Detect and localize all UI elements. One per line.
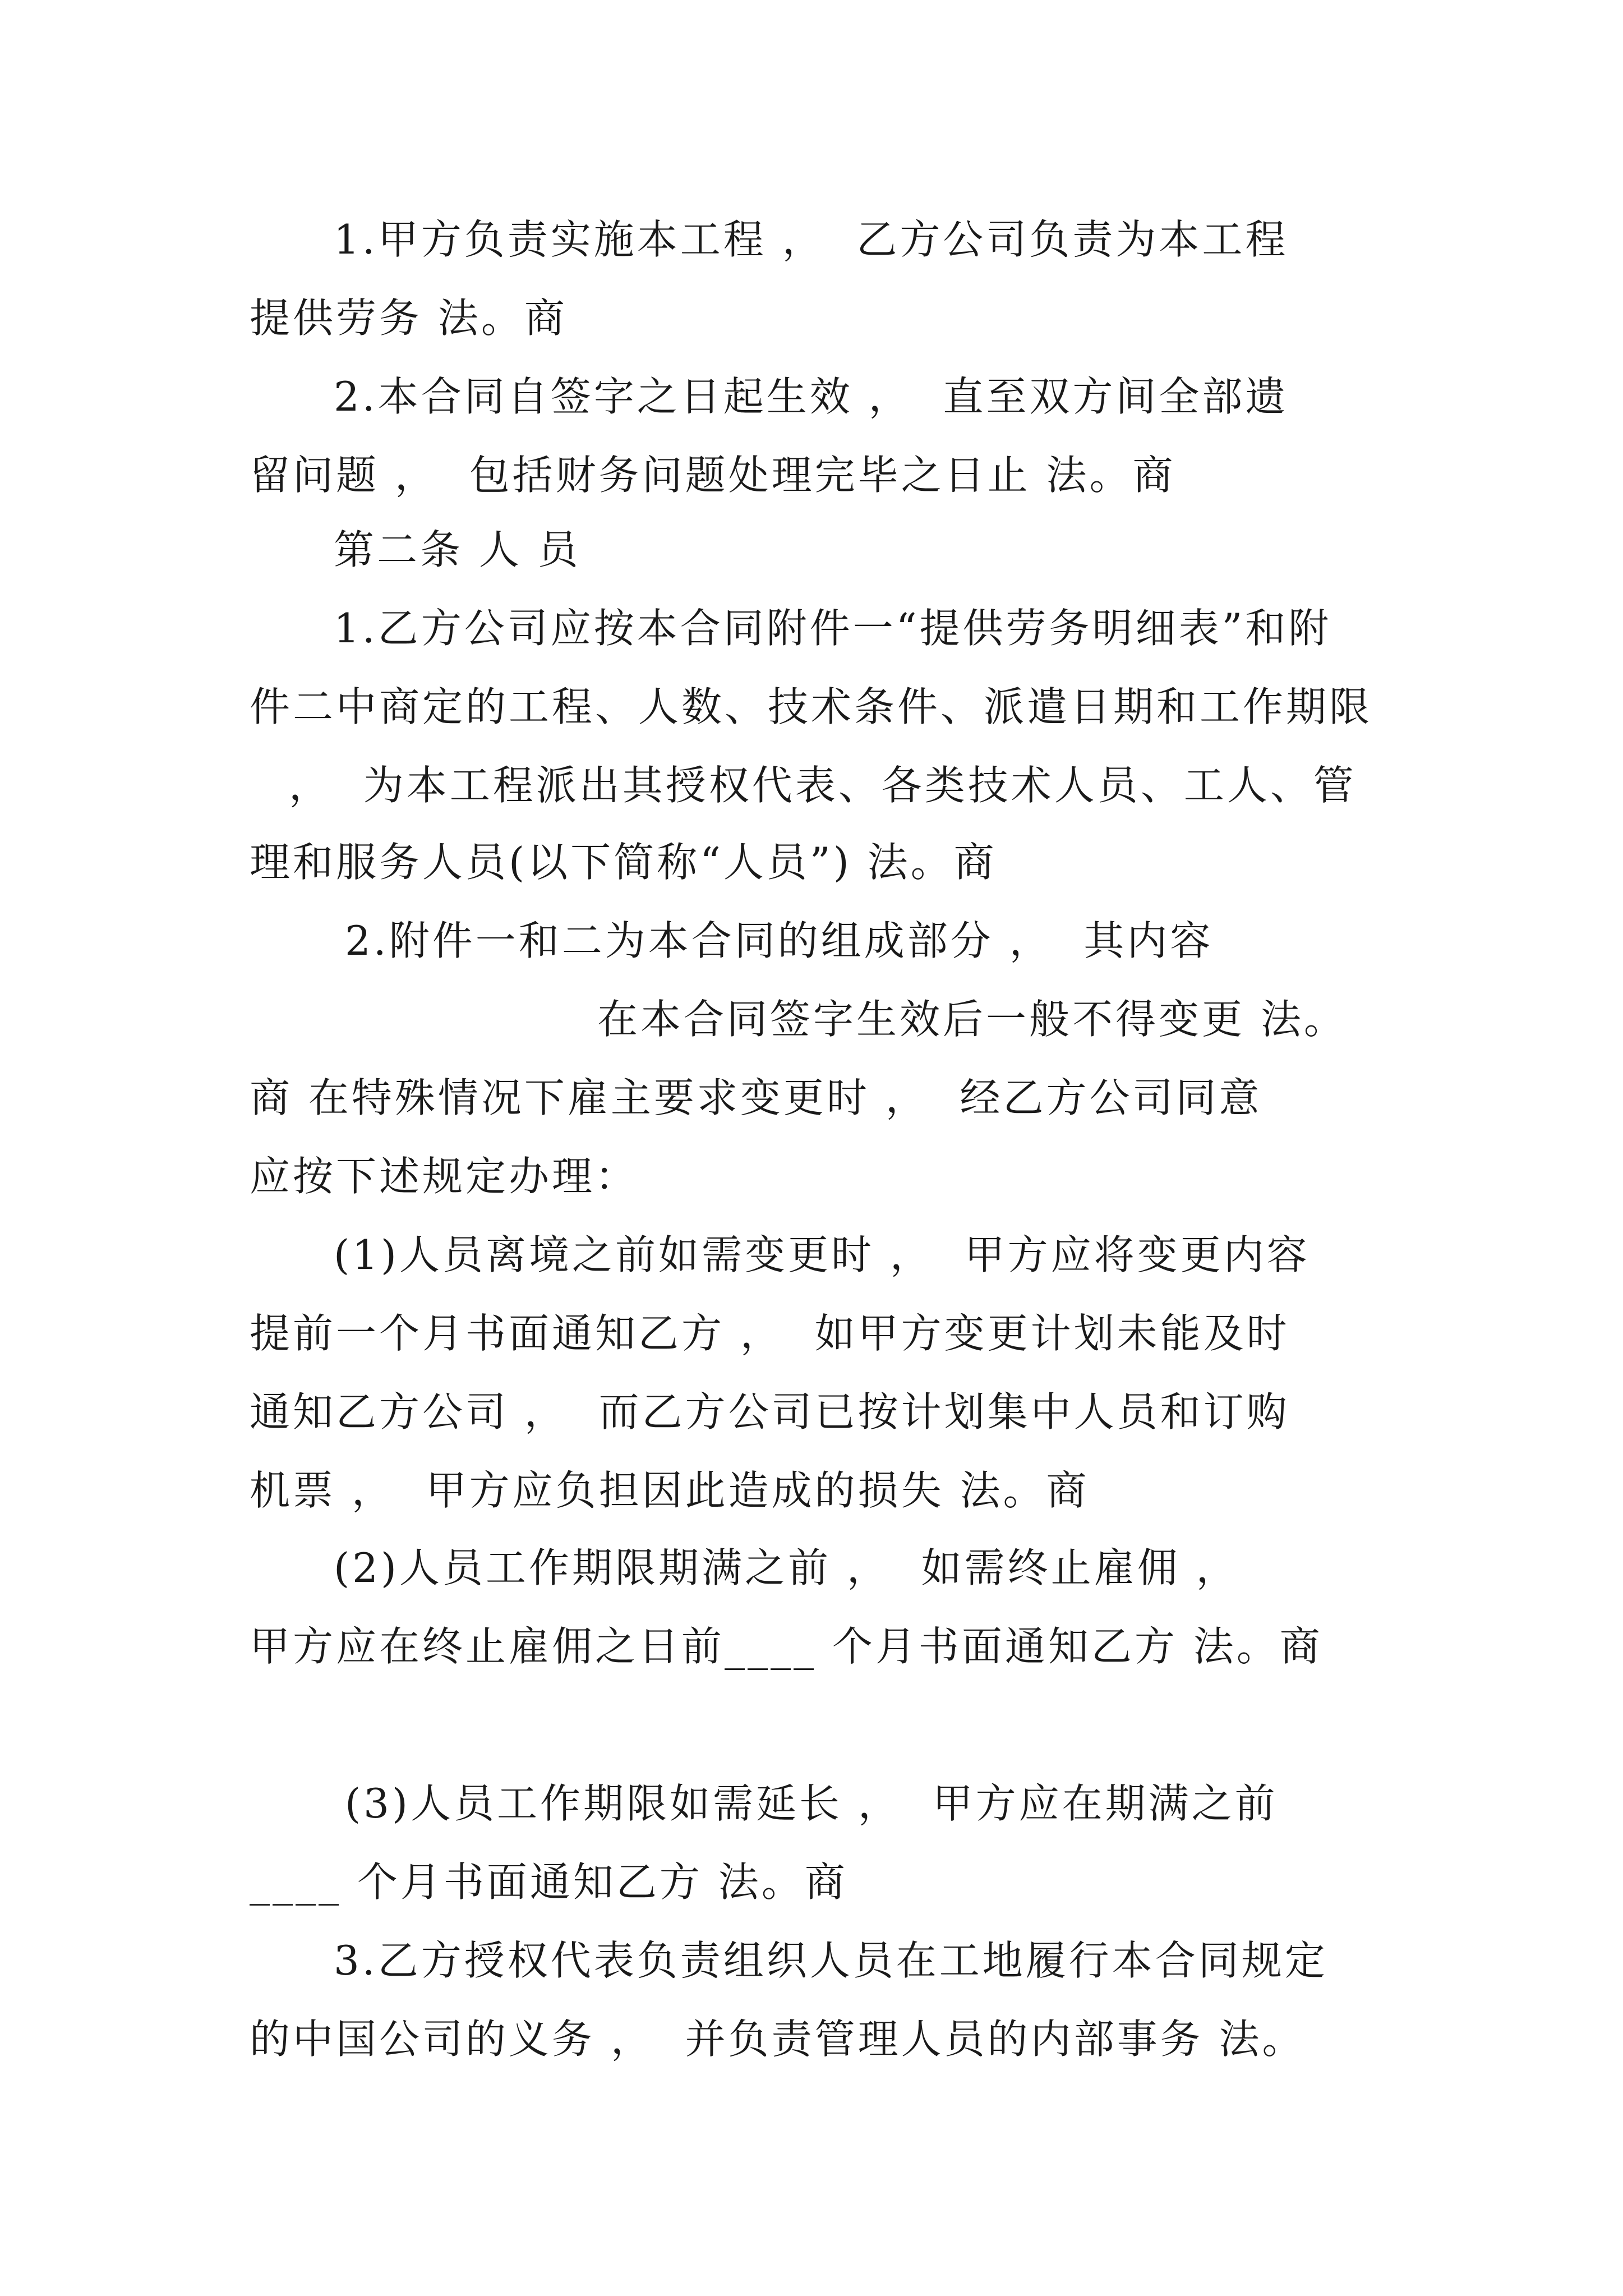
text-line: 的中国公司的义务 ， 并负责管理人员的内部事务 法。 xyxy=(250,2016,1306,2063)
text-line: 甲方应在终止雇佣之日前____ 个月书面通知乙方 法。商 xyxy=(250,1623,1323,1670)
text-line: 件二中商定的工程、人数、技术条件、派遣日期和工作期限 xyxy=(250,683,1373,730)
text-line: 1.甲方负责实施本工程 ， 乙方公司负责为本工程 xyxy=(334,216,1289,263)
text-line: (3)人员工作期限如需延长 ， 甲方应在期满之前 xyxy=(345,1780,1278,1827)
text-line: ， 为本工程派出其授权代表、各类技术人员、工人、管 xyxy=(289,762,1357,809)
text-line: 提前一个月书面通知乙方 ， 如甲方变更计划未能及时 xyxy=(250,1310,1290,1357)
text-line: 机票 ， 甲方应负担因此造成的损失 法。商 xyxy=(250,1467,1090,1514)
text-line: 提供劳务 法。商 xyxy=(250,295,568,342)
section-heading: 第二条 人 员 xyxy=(334,526,581,573)
text-line: 留问题 ， 包括财务问题处理完毕之日止 法。商 xyxy=(250,452,1176,499)
text-line: 商 在特殊情况下雇主要求变更时 ， 经乙方公司同意 xyxy=(250,1074,1262,1121)
text-line: (2)人员工作期限期满之前 ， 如需终止雇佣 ， xyxy=(334,1544,1239,1591)
text-line: ____ 个月书面通知乙方 法。商 xyxy=(250,1858,848,1906)
text-line: 理和服务人员(以下简称“人员”) 法。商 xyxy=(250,839,997,886)
text-line: (1)人员离境之前如需变更时 ， 甲方应将变更内容 xyxy=(334,1231,1310,1278)
text-line: 在本合同签字生效后一般不得变更 法。 xyxy=(597,996,1347,1043)
text-line: 3.乙方授权代表负责组织人员在工地履行本合同规定 xyxy=(334,1937,1328,1984)
text-line: 应按下述规定办理： xyxy=(250,1153,639,1200)
text-line: 2.本合同自签字之日起生效 ， 直至双方间全部遗 xyxy=(334,373,1289,420)
text-line: 通知乙方公司 ， 而乙方公司已按计划集中人员和订购 xyxy=(250,1388,1290,1435)
text-line: 2.附件一和二为本合同的组成部分 ， 其内容 xyxy=(345,917,1214,964)
text-line: 1.乙方公司应按本合同附件一“提供劳务明细表”和附 xyxy=(334,605,1332,652)
